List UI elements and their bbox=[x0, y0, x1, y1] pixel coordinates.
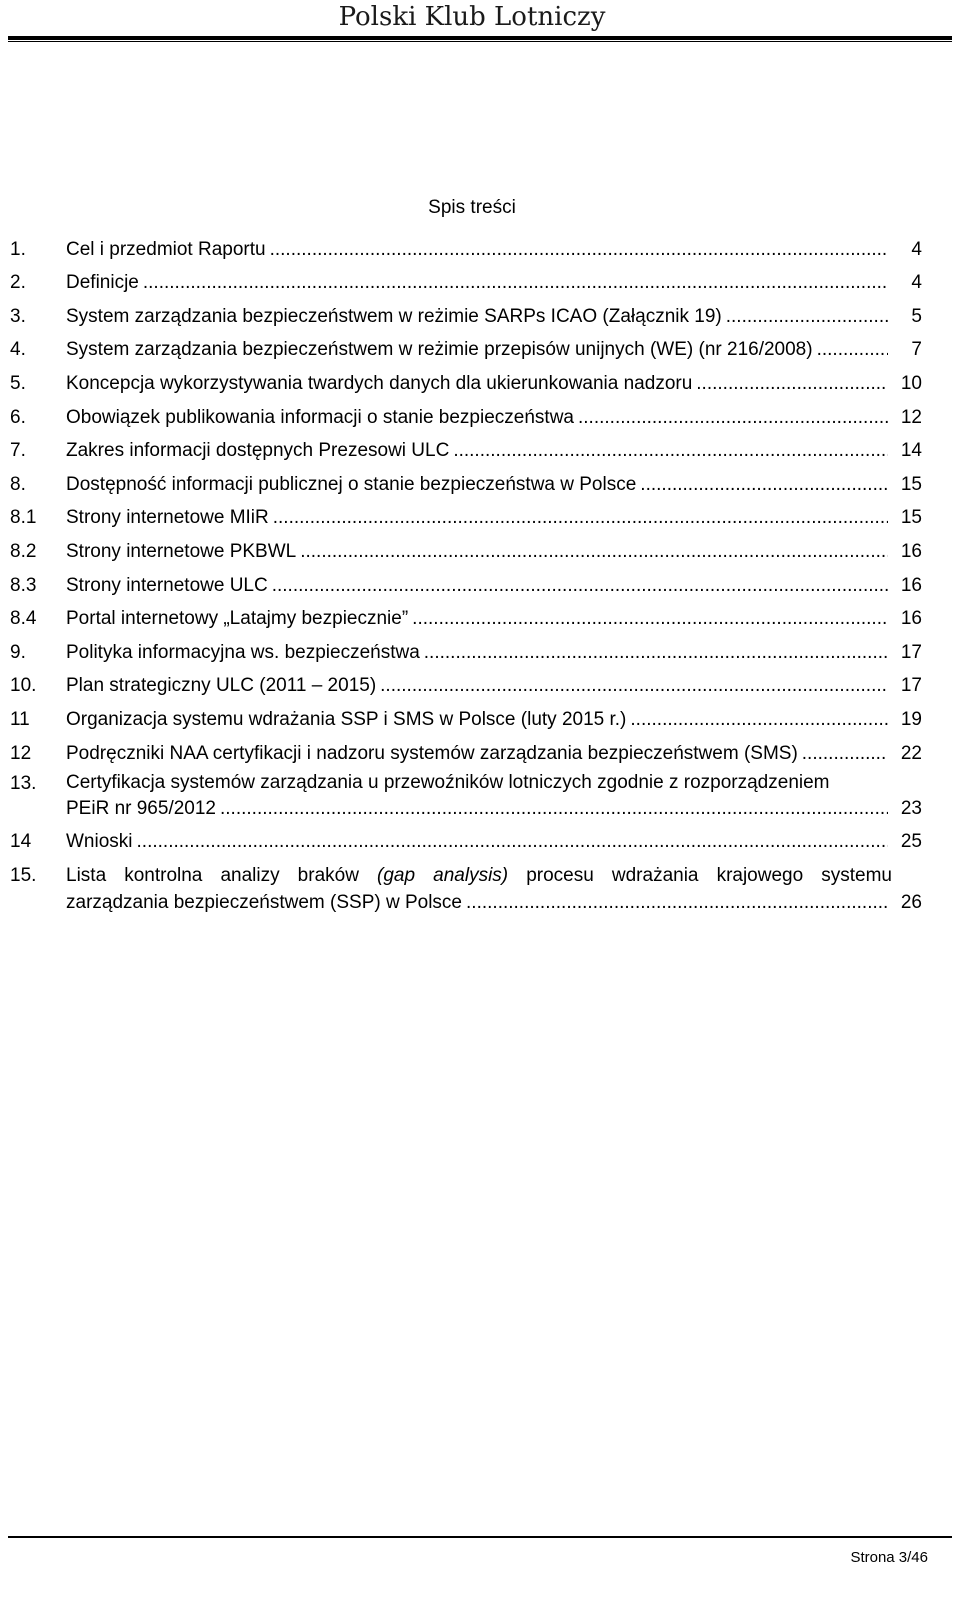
toc-entry-title-line2: PEiR nr 965/2012 bbox=[66, 797, 216, 819]
toc-leader bbox=[696, 370, 888, 398]
toc-entry-page: 7 bbox=[911, 339, 922, 361]
toc-entry[interactable] bbox=[10, 700, 922, 734]
toc-leader bbox=[630, 706, 888, 734]
toc-leader bbox=[578, 404, 888, 432]
toc-entry[interactable] bbox=[10, 264, 922, 298]
toc-entry-title: System zarządzania bezpieczeństwem w reżimie SARPs ICAO (Załącznik 19) bbox=[66, 305, 722, 327]
toc-leader bbox=[466, 889, 888, 916]
toc-entry-title: Organizacja systemu wdrażania SSP i SMS w Polsce (luty 2015 r.) bbox=[66, 708, 627, 730]
toc-entry[interactable] bbox=[10, 499, 922, 533]
toc-leader bbox=[453, 437, 888, 465]
toc-entry-13[interactable] bbox=[10, 770, 922, 822]
toc-heading: Spis treści bbox=[428, 197, 516, 218]
toc-entry-title: Polityka informacyjna ws. bezpieczeństwa bbox=[66, 641, 420, 663]
toc-entry-14[interactable] bbox=[10, 828, 922, 856]
toc-entry-page: 15 bbox=[900, 473, 922, 495]
toc-leader bbox=[300, 538, 888, 566]
toc-entry-page: 16 bbox=[900, 540, 922, 562]
toc-entry-title-line1: Certyfikacja systemów zarządzania u przewoźników lotniczych zgodnie z rozporządzeniem bbox=[66, 771, 830, 793]
toc-leader bbox=[272, 572, 888, 600]
toc-entry-number: 13. bbox=[10, 772, 37, 794]
toc-entry-number: 11 bbox=[10, 708, 30, 730]
toc-entry-page: 16 bbox=[900, 608, 922, 630]
toc-entry-number: 2. bbox=[10, 272, 26, 294]
toc-entry-number: 4. bbox=[10, 339, 26, 361]
toc-entry[interactable] bbox=[10, 734, 922, 768]
toc-leader bbox=[137, 828, 888, 856]
toc-entry-number: 7. bbox=[10, 440, 26, 462]
toc-leader bbox=[726, 303, 888, 331]
toc-entry-title: System zarządzania bezpieczeństwem w reżimie przepisów unijnych (WE) (nr 216/2008) bbox=[66, 339, 813, 361]
toc-entry-title: Obowiązek publikowania informacji o stanie bezpieczeństwa bbox=[66, 406, 574, 428]
toc-entry-title: Definicje bbox=[66, 272, 139, 294]
toc-leader bbox=[273, 504, 888, 532]
toc-entry-title: Wnioski bbox=[66, 830, 133, 852]
toc-entry[interactable] bbox=[10, 230, 922, 264]
toc-entry-number: 5. bbox=[10, 372, 26, 394]
toc-entry-title: Podręczniki NAA certyfikacji i nadzoru systemów zarządzania bezpieczeństwem (SMS) bbox=[66, 742, 798, 764]
toc-entry-page: 12 bbox=[900, 406, 922, 428]
footer-rule bbox=[8, 1536, 952, 1538]
toc-entry[interactable] bbox=[10, 331, 922, 365]
footer-page-number: Strona 3/46 bbox=[850, 1549, 928, 1566]
toc-entry-page: 5 bbox=[911, 305, 922, 327]
toc-entry-title: Strony internetowe PKBWL bbox=[66, 540, 297, 562]
toc-entry[interactable] bbox=[10, 398, 922, 432]
toc-leader bbox=[220, 796, 888, 822]
toc-entry-title: Plan strategiczny ULC (2011 – 2015) bbox=[66, 675, 377, 697]
toc-entry[interactable] bbox=[10, 465, 922, 499]
toc-entry-page: 17 bbox=[900, 675, 922, 697]
toc-entry-title: Portal internetowy „Latajmy bezpiecznie” bbox=[66, 608, 409, 630]
toc-entry-number: 3. bbox=[10, 305, 26, 327]
toc-leader bbox=[143, 269, 888, 297]
toc-entry-title: Zakres informacji dostępnych Prezesowi ULC bbox=[66, 440, 450, 462]
toc-entry-page: 15 bbox=[900, 507, 922, 529]
toc-entry[interactable] bbox=[10, 364, 922, 398]
toc-entry-title: Strony internetowe ULC bbox=[66, 574, 268, 596]
toc-entry-number: 12 bbox=[10, 742, 32, 764]
toc-entry-page: 17 bbox=[900, 641, 922, 663]
toc-entry-number: 8.2 bbox=[10, 540, 37, 562]
header-title: Polski Klub Lotniczy bbox=[338, 2, 606, 32]
toc-entry-15[interactable] bbox=[10, 862, 922, 916]
toc-entry-page: 25 bbox=[900, 830, 922, 852]
toc-entry-number: 15. bbox=[10, 864, 37, 886]
header-rule bbox=[8, 36, 952, 40]
toc-entry[interactable] bbox=[10, 297, 922, 331]
toc-leader bbox=[412, 605, 888, 633]
toc-entry-page: 19 bbox=[900, 708, 922, 730]
toc-entry-number: 8.3 bbox=[10, 574, 37, 596]
toc-leader bbox=[424, 639, 888, 667]
toc-leader bbox=[270, 236, 888, 264]
toc-entry-number: 9. bbox=[10, 641, 26, 663]
toc-leader bbox=[640, 471, 888, 499]
toc-entry-title: Dostępność informacji publicznej o stanie bezpieczeństwa w Polsce bbox=[66, 473, 637, 495]
toc-leader bbox=[817, 336, 888, 364]
toc-entry[interactable] bbox=[10, 432, 922, 466]
toc-entry-page: 14 bbox=[900, 440, 922, 462]
toc-entry[interactable] bbox=[10, 633, 922, 667]
toc-entry[interactable] bbox=[10, 532, 922, 566]
toc-entry-title-line1: Lista kontrolna analizy braków (gap analysis) procesu wdrażania krajowego systemu bbox=[66, 864, 892, 886]
toc-entry-number: 8. bbox=[10, 473, 26, 495]
header-rule-thin bbox=[8, 41, 952, 42]
toc-entry-number: 10. bbox=[10, 675, 37, 697]
gap-analysis-italic: (gap analysis) bbox=[377, 864, 509, 886]
toc-entry-page: 23 bbox=[900, 797, 922, 819]
toc-entry-page: 22 bbox=[900, 742, 922, 764]
toc-entry[interactable] bbox=[10, 566, 922, 600]
toc-entry-page: 4 bbox=[911, 238, 922, 260]
toc-entry-title: Strony internetowe MIiR bbox=[66, 507, 269, 529]
toc-entry-title: Cel i przedmiot Raportu bbox=[66, 238, 266, 260]
toc-leader bbox=[380, 672, 888, 700]
toc-entry-page: 10 bbox=[900, 372, 922, 394]
toc-entry-number: 6. bbox=[10, 406, 26, 428]
toc-entry-title-line2: zarządzania bezpieczeństwem (SSP) w Polsce bbox=[66, 891, 463, 913]
toc-entry[interactable] bbox=[10, 600, 922, 634]
table-of-contents bbox=[10, 230, 922, 916]
toc-entry-number: 1. bbox=[10, 238, 26, 260]
toc-entry-title: Koncepcja wykorzystywania twardych danych dla ukierunkowania nadzoru bbox=[66, 372, 693, 394]
toc-entry-page: 16 bbox=[900, 574, 922, 596]
toc-entry-number: 8.4 bbox=[10, 608, 37, 630]
toc-entry-number: 8.1 bbox=[10, 507, 37, 529]
toc-entry-page: 4 bbox=[911, 272, 922, 294]
toc-leader bbox=[802, 740, 888, 768]
toc-entry-page: 26 bbox=[900, 891, 922, 913]
toc-entry-number: 14 bbox=[10, 830, 32, 852]
toc-entry[interactable] bbox=[10, 667, 922, 701]
